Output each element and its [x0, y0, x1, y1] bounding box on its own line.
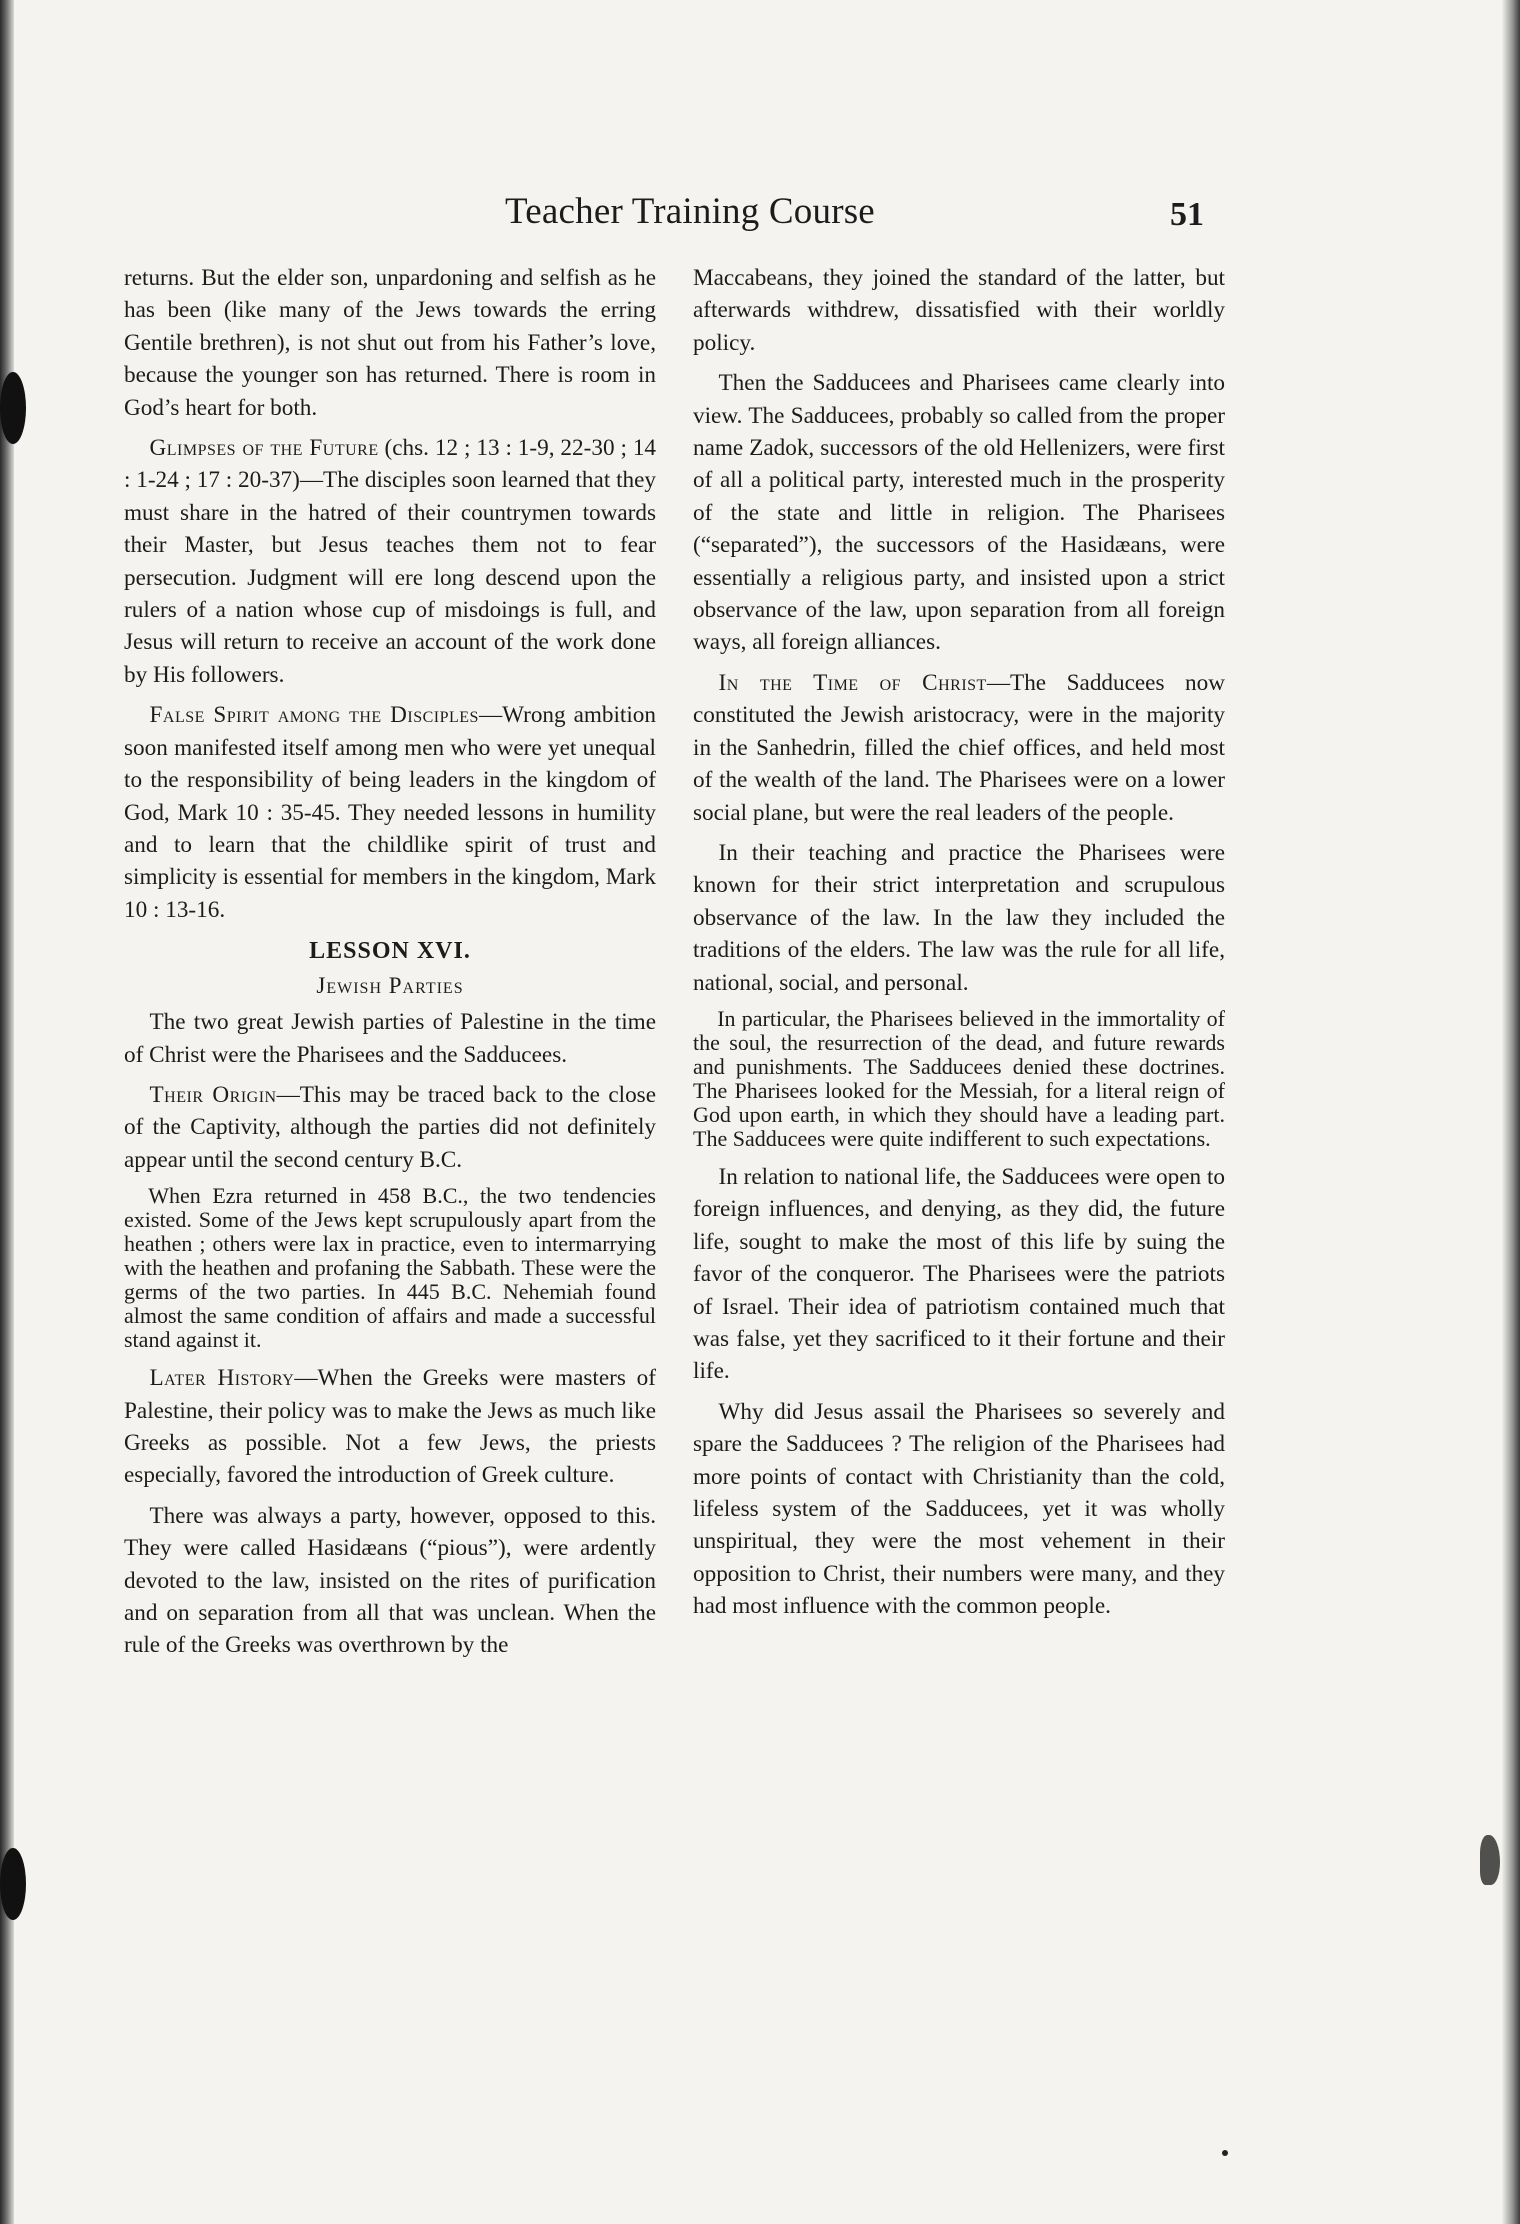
paragraph — [124, 1362, 656, 1492]
paragraph — [124, 1079, 656, 1176]
page-number: 51 — [1170, 196, 1204, 233]
paragraph: In particular, the Pharisees believed in the immortality of the soul, the resurrection of the dead, and future rewards and punishments. The Sadducees denied these doctrines. The Pharisees looked for the Messiah, for a literal reign of God upon earth, in which they should have a leading part. The Sadducees were quite indifferent to such expectations. — [693, 1005, 1225, 1151]
section-heading: Their Origin — [149, 1081, 277, 1108]
paragraph — [693, 667, 1225, 829]
paragraph-body: —This may be traced back to the close of the Captivity, although the parties did not definitely appear until the second century B.C. — [124, 1081, 656, 1173]
paragraph — [124, 432, 656, 691]
section-heading: False Spirit among the Disciples — [149, 702, 479, 729]
paragraph: There was always a party, however, opposed to this. They were called Hasidæans (“pious”), were ardently devoted to the law, insisted on the rites of purification and on separation from all that was unclean. When the rule of the Greeks was overthrown by the — [124, 1502, 656, 1659]
section-heading: In the Time of Christ — [718, 669, 987, 696]
paragraph — [124, 699, 656, 926]
paragraph: returns. But the elder son, unpardoning and selfish as he has been (like many of the Jews towards the erring Gentile brethren), is not shut out from his Father’s love, because the younger son has returned. There is room in God’s heart for both. — [124, 265, 656, 421]
paragraph-body: (chs. 12 ; 13 : 1-9, 22-30 ; 14 : 1-24 ; 17 : 20-37)—The disciples soon learned that they must share in the hatred of their countrymen towards their Master, but Jesus teaches them not to fear persecution. Judgment will ere long descend upon the rulers of a nation whose cup of misdoings is full, and Jesus will return to receive an account of the work done by His followers. — [124, 435, 657, 688]
paragraph: In relation to national life, the Sadducees were open to foreign influences, and denying, as they did, the future life, sought to make the most of this life by suing the favor of the conqueror. The Pharisees were the patriots of Israel. Their idea of patriotism contained much that was false, yet they sacrificed to it their fortune and their life. — [693, 1163, 1225, 1385]
paragraph: Maccabeans, they joined the standard of the latter, but afterwards withdrew, dissatisfied with their worldly policy. — [693, 265, 1225, 356]
section-heading: Later History — [149, 1365, 295, 1392]
paragraph: The two great Jewish parties of Palestine in the time of Christ were the Pharisees and the Sadducees. — [124, 1009, 656, 1068]
page-right-edge — [1502, 0, 1520, 2224]
paragraph-body: —Wrong ambition soon manifested itself among men who were yet unequal to the responsibility of being leaders in the kingdom of God, Mark 10 : 35-45. They needed lessons in humility and to learn that the childlike spirit of trust and simplicity is essential for members in the kingdom, Mark 10 : 13-16. — [124, 702, 656, 923]
binder-hole-top — [0, 372, 26, 444]
running-head: Teacher Training Course — [505, 191, 875, 232]
paragraph: Why did Jesus assail the Pharisees so severely and spare the Sadducees ? The religion of the Pharisees had more points of contact with Christianity than the cold, lifeless system of the Sadducees, yet it was wholly unspiritual, they were the most vehement in their opposition to Christ, their numbers were many, and they had most influence with the common people. — [693, 1398, 1225, 1620]
paragraph-body: —When the Greeks were masters of Palestine, their policy was to make the Jews as much like Greeks as possible. Not a few Jews, the priests especially, favored the introduction of Greek culture. — [124, 1365, 656, 1489]
paragraph: Then the Sadducees and Pharisees came clearly into view. The Sadducees, probably so called from the proper name Zadok, successors of the old Hellenizers, were first of all a political party, interested much in the prosperity of the state and little in religion. The Pharisees (“separated”), the successors of the Hasidæans, were essentially a religious party, and insisted upon a strict observance of the law, upon separation from all foreign ways, all foreign alliances. — [693, 370, 1225, 656]
paragraph-body: —The Sadducees now constituted the Jewish aristocracy, were in the majority in the Sanhedrin, filled the chief offices, and held most of the wealth of the land. The Pharisees were on a lower social plane, but were the real leaders of the people. — [693, 669, 1225, 826]
left-column — [124, 262, 656, 1670]
paragraph: When Ezra returned in 458 B.C., the two tendencies existed. Some of the Jews kept scrupulously apart from the heathen ; others were lax in practice, even to intermarrying with the heathen and profaning the Sabbath. These were the germs of the two parties. In 445 B.C. Nehemiah found almost the same condition of affairs and made a successful stand against it. — [124, 1183, 656, 1353]
scan-artifact — [1480, 1835, 1500, 1885]
right-column — [693, 262, 1225, 1631]
paragraph: In their teaching and practice the Pharisees were known for their strict interpretation and scrupulous observance of the law. In the law they included the traditions of the elders. The law was the rule for all life, national, social, and personal. — [693, 839, 1225, 996]
section-heading: Glimpses of the Future — [149, 435, 379, 462]
ink-dot — [1222, 2150, 1228, 2156]
binder-hole-bottom — [0, 1848, 26, 1920]
lesson-subtitle: Jewish Parties — [316, 973, 464, 999]
lesson-title: LESSON XVI. — [309, 938, 471, 965]
